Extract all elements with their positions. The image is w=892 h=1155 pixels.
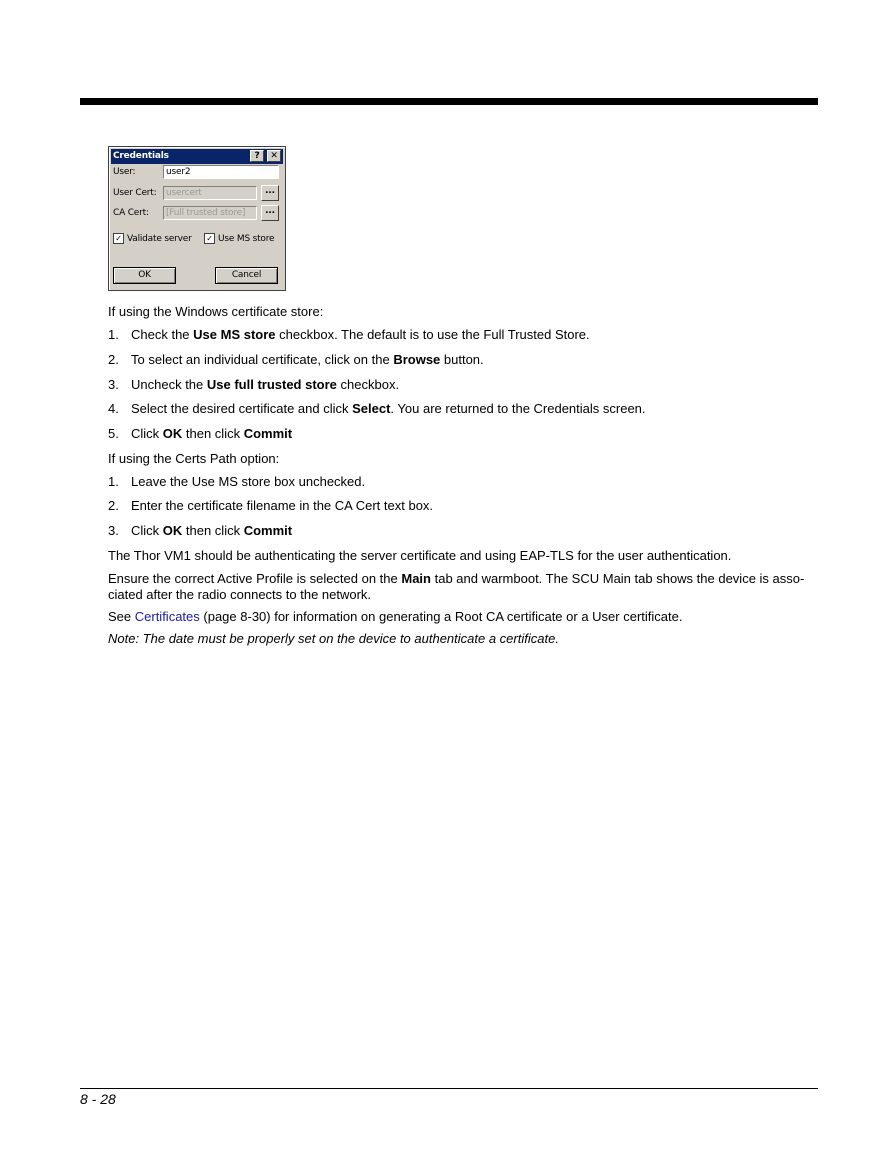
- list-item: To select an individual certificate, click on the Browse button.: [131, 352, 484, 367]
- validate-server-label: Validate server: [127, 233, 192, 244]
- credentials-dialog: [108, 146, 286, 291]
- intro-windows: If using the Windows certificate store:: [108, 304, 324, 319]
- ca-cert-field[interactable]: [Full trusted store]: [163, 206, 257, 220]
- paragraph-see: See Certificates (page 8-30) for information on generating a Root CA certificate or a User certificate.: [108, 609, 683, 624]
- ok-button[interactable]: OK: [113, 267, 176, 284]
- list-item: Select the desired certificate and click Select. You are returned to the Credentials screen.: [131, 401, 646, 416]
- list-item: Check the Use MS store checkbox. The default is to use the Full Trusted Store.: [131, 327, 590, 342]
- help-icon[interactable]: ?: [250, 150, 264, 162]
- use-ms-store-label: Use MS store: [218, 233, 275, 244]
- step-number: 1.: [108, 327, 119, 342]
- step-number: 1.: [108, 474, 119, 489]
- ca-cert-browse-button[interactable]: ...: [261, 205, 279, 221]
- dialog-title: Credentials: [113, 151, 169, 161]
- user-cert-label: User Cert:: [113, 188, 157, 198]
- intro-certs: If using the Certs Path option:: [108, 451, 280, 466]
- step-number: 2.: [108, 498, 119, 513]
- user-field[interactable]: user2: [163, 165, 279, 179]
- header-rule: [80, 98, 818, 105]
- list-item: Enter the certificate filename in the CA Cert text box.: [131, 498, 434, 513]
- use-ms-store-checkbox[interactable]: [204, 233, 274, 244]
- certificates-link[interactable]: Certificates: [134, 609, 200, 624]
- ca-cert-label: CA Cert:: [113, 208, 149, 218]
- dialog-title-bar: [111, 149, 283, 164]
- paragraph-thor: The Thor VM1 should be authenticating the server certificate and using EAP-TLS for the user authentication.: [108, 548, 732, 563]
- check-icon: ✓: [204, 233, 215, 244]
- paragraph-ensure-line2: ciated after the radio connects to the network.: [108, 587, 372, 602]
- note: Note: The date must be properly set on the device to authenticate a certificate.: [108, 631, 559, 646]
- check-icon: ✓: [113, 233, 124, 244]
- list-item: Click OK then click Commit: [131, 523, 293, 538]
- footer-rule: [80, 1088, 818, 1089]
- paragraph-ensure: Ensure the correct Active Profile is selected on the Main tab and warmboot. The SCU Main tab shows the device is asso-: [108, 571, 805, 586]
- user-cert-browse-button[interactable]: ...: [261, 185, 279, 201]
- validate-server-checkbox[interactable]: [113, 233, 192, 244]
- step-number: 3.: [108, 523, 119, 538]
- step-number: 5.: [108, 426, 119, 441]
- page-number: 8 - 28: [80, 1091, 116, 1107]
- close-icon[interactable]: ✕: [267, 150, 281, 162]
- step-number: 4.: [108, 401, 119, 416]
- user-cert-field[interactable]: usercert: [163, 186, 257, 200]
- list-item: Uncheck the Use full trusted store checkbox.: [131, 377, 400, 392]
- list-item: Click OK then click Commit: [131, 426, 293, 441]
- cancel-button[interactable]: Cancel: [215, 267, 278, 284]
- step-number: 3.: [108, 377, 119, 392]
- list-item: Leave the Use MS store box unchecked.: [131, 474, 366, 489]
- user-label: User:: [113, 167, 136, 177]
- step-number: 2.: [108, 352, 119, 367]
